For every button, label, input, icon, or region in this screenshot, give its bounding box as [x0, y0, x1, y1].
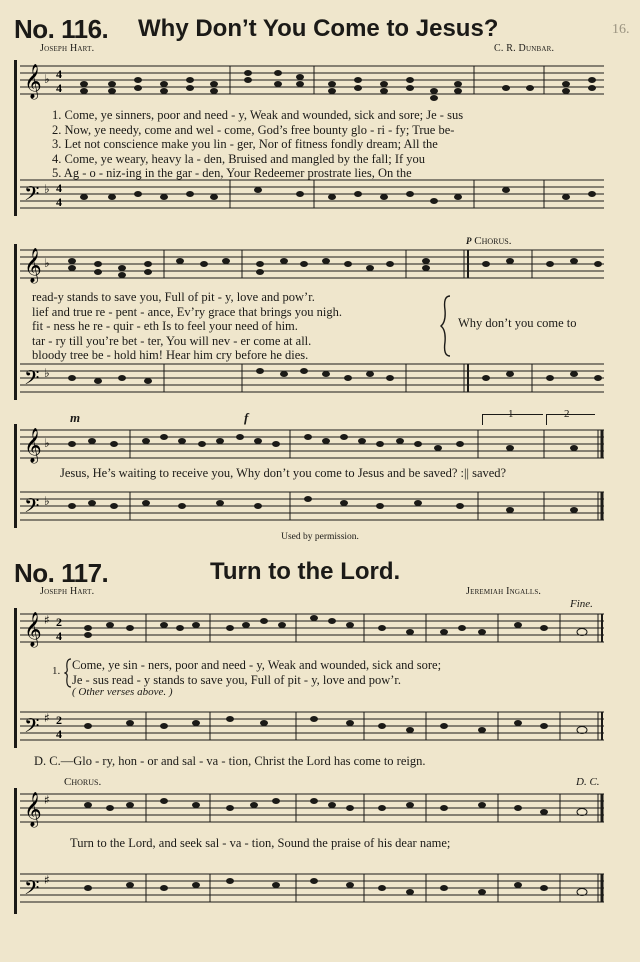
- composer-credit: C. R. Dunbar.: [494, 43, 555, 54]
- fine-marking: Fine.: [570, 598, 593, 610]
- staff-notation: [14, 786, 606, 916]
- svg-text:4: 4: [56, 67, 62, 81]
- hymn-title: Turn to the Lord.: [210, 558, 401, 585]
- svg-text:𝄢: 𝄢: [24, 876, 40, 904]
- verse-line: Je - sus read - y stands to save you, Full of pit - y, love and pow’r.: [72, 672, 401, 687]
- verse-line: 2. Now, ye needy, come and wel - come, God’s free bounty glo - ri - fy; True be-: [52, 122, 455, 137]
- svg-text:𝄞: 𝄞: [24, 428, 42, 463]
- chorus-label: Chorus.: [64, 776, 102, 788]
- dc-marking: D. C.: [576, 776, 600, 788]
- verse-line: 3. Let not conscience make you lin - ger, Nor of fitness fondly dream; All the: [52, 137, 438, 151]
- hymn-number: No. 116.: [14, 14, 109, 44]
- svg-text:♯: ♯: [44, 711, 50, 725]
- svg-text:♯: ♯: [44, 613, 50, 627]
- svg-text:4: 4: [56, 727, 62, 741]
- dc-lyric-line: D. C.—Glo - ry, hon - or and sal - va - tion, Christ the Lord has come to reign.: [34, 754, 426, 768]
- music-system-5: [14, 786, 606, 916]
- verse-line: 5. Ag - o - niz-ing in the gar - den, Your Redeemer prostrate lies, On the: [52, 166, 412, 180]
- svg-text:♯: ♯: [44, 793, 50, 807]
- ending-1-label: 1: [508, 408, 514, 420]
- svg-text:𝄞: 𝄞: [24, 612, 42, 647]
- dynamic-marking: m: [70, 410, 81, 425]
- svg-text:♯: ♯: [44, 873, 50, 887]
- hymn-title: Why Don’t You Come to Jesus?: [138, 15, 499, 42]
- chorus-lyric-line: Turn to the Lord, and seek sal - va - tion, Sound the praise of his dear name;: [70, 836, 451, 850]
- svg-text:4: 4: [56, 81, 62, 95]
- verse-line: 4. Come, ye weary, heavy la - den, Bruised and mangled by the fall; If you: [52, 151, 426, 166]
- svg-text:4: 4: [56, 629, 62, 643]
- svg-text:2: 2: [56, 615, 62, 629]
- brace-icon: [440, 294, 454, 358]
- svg-text:2: 2: [56, 713, 62, 727]
- svg-text:𝄞: 𝄞: [24, 248, 42, 283]
- dynamic-marking: f: [244, 410, 249, 425]
- svg-text:♭: ♭: [44, 366, 50, 380]
- chorus-label: p Chorus.: [466, 232, 512, 247]
- svg-text:𝄞: 𝄞: [24, 792, 42, 827]
- svg-text:𝄞: 𝄞: [24, 64, 42, 99]
- svg-text:♭: ♭: [44, 494, 50, 508]
- composer-credit: Jeremiah Ingalls.: [466, 586, 542, 597]
- dynamic-marking: p: [466, 232, 472, 247]
- svg-text:♭: ♭: [44, 72, 50, 86]
- verse-line: Come, ye sin - ners, poor and need - y, Weak and wounded, sick and sore;: [72, 658, 442, 672]
- chorus-lyric-line: Jesus, He’s waiting to receive you, Why don’t you come to Jesus and be saved? :|| saved?: [60, 466, 507, 480]
- svg-text:𝄢: 𝄢: [24, 494, 40, 522]
- verse-line: bloody tree be - hold him! Hear him cry before he dies.: [32, 348, 309, 362]
- verse-number: 1.: [52, 665, 61, 677]
- verse-line: tar - ry till you’re bet - ter, You will nev - er come at all.: [32, 333, 312, 348]
- svg-text:4: 4: [56, 195, 62, 209]
- permission-note: Used by permission.: [281, 532, 359, 542]
- chorus-side-text: Why don’t you come to: [458, 316, 577, 330]
- svg-text:♭: ♭: [44, 182, 50, 196]
- other-verses-note: ( Other verses above. ): [72, 686, 173, 698]
- verse-line: fit - ness he re - quir - eth Is to feel your need of him.: [32, 319, 298, 333]
- svg-text:𝄢: 𝄢: [24, 366, 40, 394]
- lyricist-credit: Joseph Hart.: [40, 43, 95, 54]
- svg-text:4: 4: [56, 181, 62, 195]
- svg-text:♭: ♭: [44, 436, 50, 450]
- verse-line: lief and true re - pent - ance, Ev’ry grace that brings you nigh.: [32, 304, 342, 319]
- verse-block-1: [52, 108, 463, 181]
- page-edge-text: 16.: [612, 22, 630, 37]
- svg-text:♭: ♭: [44, 256, 50, 270]
- hymn-number: No. 117.: [14, 558, 109, 588]
- verse-line: 1. Come, ye sinners, poor and need - y, Weak and wounded, sick and sore; Je - sus: [52, 108, 464, 122]
- verse-lines: [72, 658, 441, 687]
- verse-block-2: [32, 290, 342, 363]
- svg-text:𝄢: 𝄢: [24, 714, 40, 742]
- lyricist-credit: Joseph Hart.: [40, 586, 95, 597]
- ending-2-label: 2: [564, 408, 570, 420]
- brace-icon: [64, 658, 72, 688]
- verse-line: read-y stands to save you, Full of pit - y, love and pow’r.: [32, 290, 315, 304]
- svg-text:𝄢: 𝄢: [24, 182, 40, 210]
